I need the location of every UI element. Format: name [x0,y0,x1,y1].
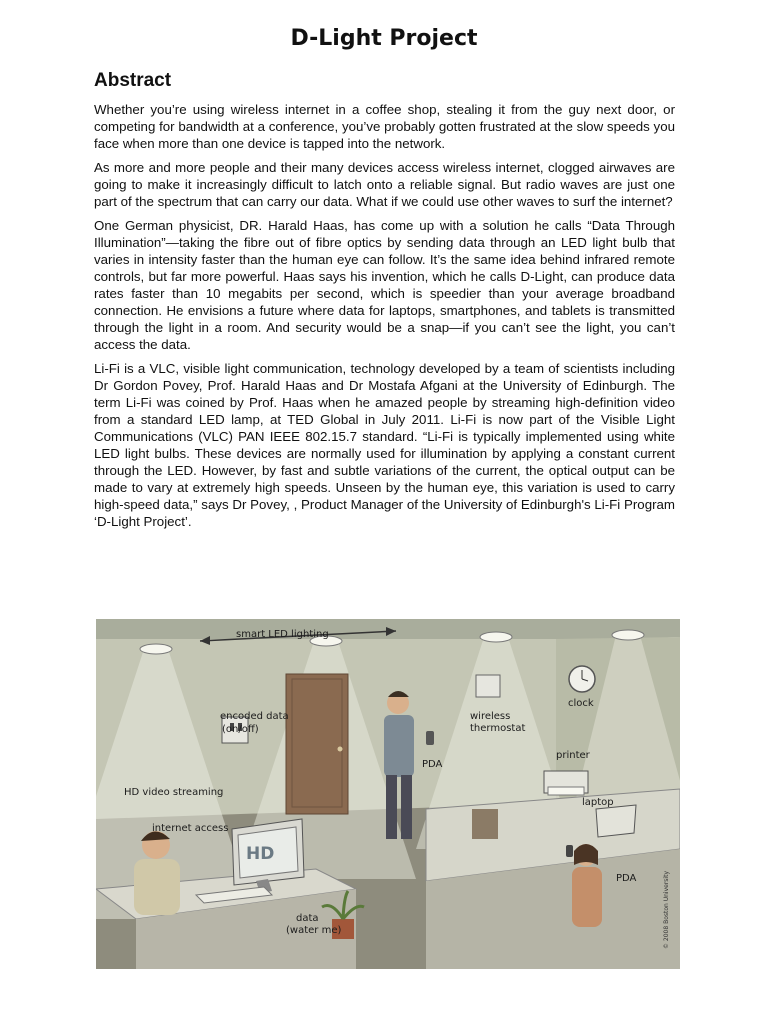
label-pda-center: PDA [422,759,443,770]
pda-device-icon [426,731,434,745]
paragraph-3: One German physicist, DR. Harald Haas, has come up with a solution he calls “Data Through Illumination”—taking the fibre out of fibre optics by sending data through an LED light bulb that varies in intensity faster than the human eye can follow. It’s the same idea behind infrared remote controls, but far more powerful. Haas says his invention, which he calls D-Light, can produce data rates faster than 10 megabits per second, which is speedier than your average broadband connection. He envisions a future where data for laptops, smartphones, and tablets is transmitted through the light in a room. And security would be a snap—if you can’t see the light, you can’t access the data. [94,218,675,352]
label-data-sub: (water me) [286,925,342,936]
person-leg [401,775,412,839]
label-encoded-data-sub: (on/off) [222,724,259,735]
paragraph-1: Whether you’re using wireless internet in a coffee shop, stealing it from the guy next door, or competing for bandwidth at a conference, you’ve probably gotten frustrated at the slow speeds you face when more than one device is tapped into the network. [94,102,675,151]
person-torso [384,715,414,777]
phone-icon [566,845,573,857]
li-fi-illustration [96,619,680,969]
door-knob [338,747,343,752]
thermostat-icon [476,675,500,697]
chair [472,809,498,839]
label-hd-video: HD video streaming [124,787,224,798]
door [286,674,348,814]
label-data: data [296,913,319,924]
page-title: D-Light Project [290,26,478,51]
section-heading: Abstract [94,70,172,91]
label-encoded-data: encoded data [220,711,289,722]
label-pda-right: PDA [616,873,637,884]
copyright-text: © 2008 Boston University [663,871,670,949]
lamp-icon [480,632,512,642]
label-printer: printer [556,750,590,761]
lamp-icon [612,630,644,640]
paragraph-2: As more and more people and their many devices access wireless internet, clogged airwaves are going to make it increasingly difficult to latch onto a reliable signal. But radio waves are just one part of the spectrum that can carry our data. What if we could use other waves to surf the internet? [94,160,675,209]
person-torso [572,867,602,927]
label-internet-access: internet access [152,823,229,834]
label-clock: clock [568,698,594,709]
illustration-canvas [96,619,680,969]
label-smart-led: smart LED lighting [236,629,329,640]
abstract-body [94,101,675,537]
lamp-icon [140,644,172,654]
person-torso [134,859,180,915]
label-wireless: wireless [470,711,511,722]
paragraph-4: Li-Fi is a VLC, visible light communication, technology developed by a team of scientists including Dr Gordon Povey, Prof. Harald Haas and Dr Mostafa Afgani at the University of Edinburgh. The term Li-Fi was coined by Prof. Haas when he amazed people by streaming high-definition video from a standard LED lamp, at TED Global in July 2011. Li-Fi is now part of the Visible Light Communications (VLC) PAN IEEE 802.15.7 standard. “Li-Fi is typically implemented using white LED light bulbs. These devices are normally used for illumination by applying a constant current through the LED. However, by fast and subtle variations of the current, the optical output can be made to vary at extremely high speeds. Unseen by the human eye, this variation is used to carry high-speed data,” says Dr Povey, , Product Manager of the University of Edinburgh's Li-Fi Program ‘D-Light Project’. [94,361,675,529]
laptop-icon [596,805,636,837]
hd-screen-text: HD [246,844,275,864]
label-laptop: laptop [582,797,614,808]
person-leg [386,775,397,839]
label-thermostat: thermostat [470,723,526,734]
printer-tray [548,787,584,795]
